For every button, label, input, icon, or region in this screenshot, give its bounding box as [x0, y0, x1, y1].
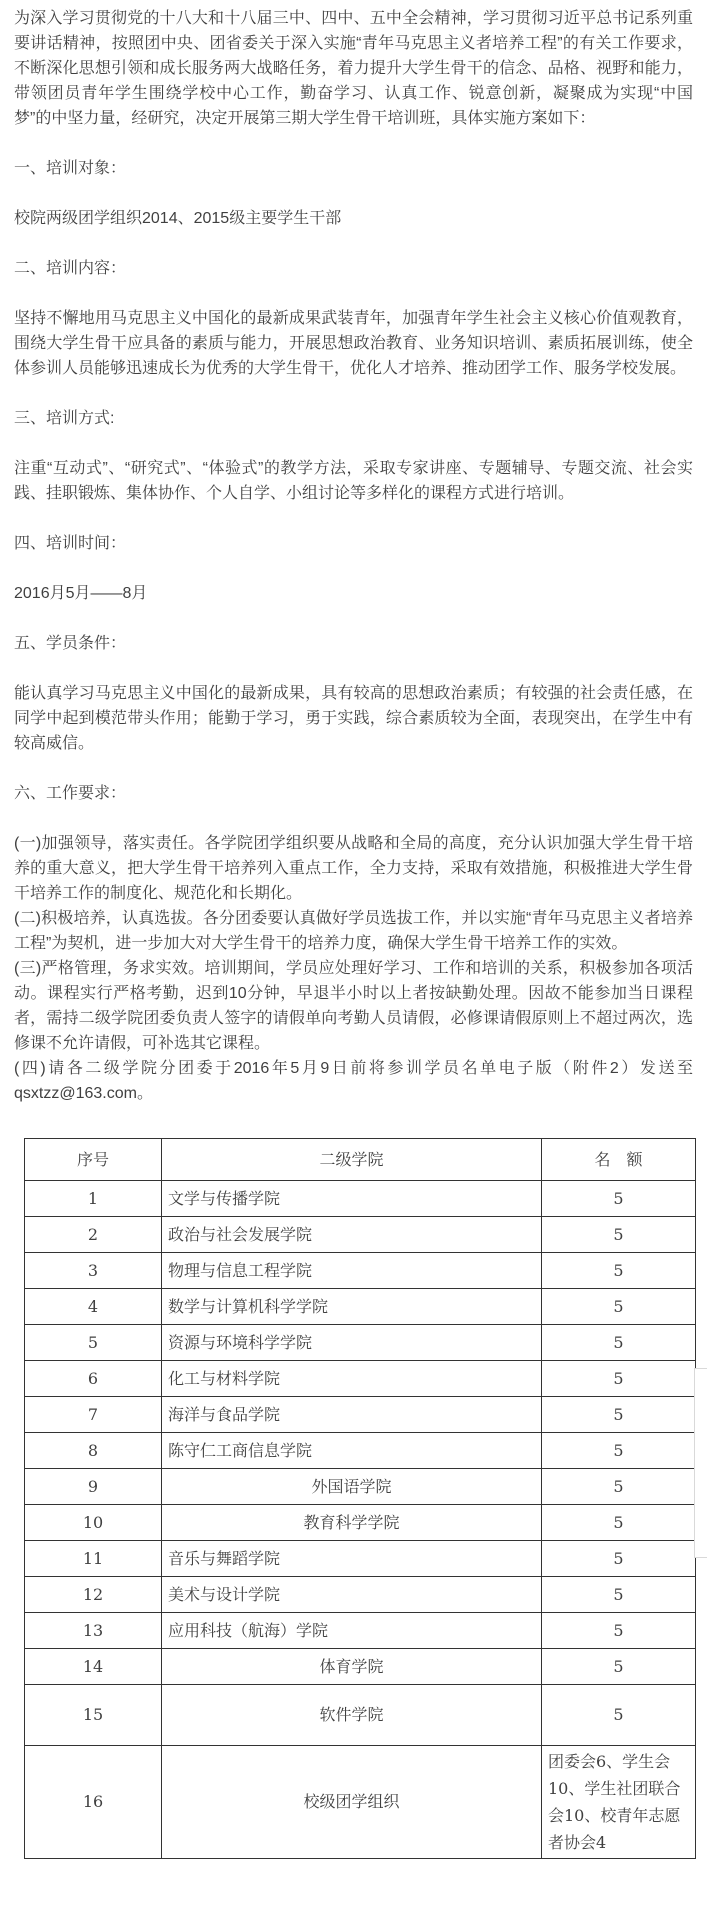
row-index-cell: 6	[25, 1361, 162, 1397]
body-paragraph: 校院两级团学组织2014、2015级主要学生干部	[14, 210, 342, 227]
quota-cell: 5	[542, 1685, 696, 1746]
quota-table-row	[25, 1433, 696, 1469]
college-name-cell: 教育科学学院	[162, 1505, 542, 1541]
quota-cell: 5	[542, 1433, 696, 1469]
quota-cell: 5	[542, 1649, 696, 1685]
column-header-index: 序号	[25, 1139, 162, 1181]
quota-table-row	[25, 1253, 696, 1289]
quota-cell: 5	[542, 1505, 696, 1541]
quota-table-row	[25, 1613, 696, 1649]
quota-cell: 5	[542, 1217, 696, 1253]
body-paragraph: 坚持不懈地用马克思主义中国化的最新成果武装青年，加强青年学生社会主义核心价值观教育，围绕大学生骨干应具备的素质与能力，开展思想政治教育、业务知识培训、素质拓展训练，使全体参训人员能够迅速成长为优秀的大学生骨干，优化人才培养、推动团学工作、服务学校发展。	[14, 310, 693, 377]
requirement-item: (一)加强领导，落实责任。各学院团学组织要从战略和全局的高度，充分认识加强大学生骨干培养的重大意义，把大学生骨干培养列入重点工作，全力支持，采取有效措施，积极推进大学生骨干培养工作的制度化、规范化和长期化。	[14, 835, 693, 902]
body-paragraph: 2016月5月——8月	[14, 585, 148, 602]
quota-table-row	[25, 1325, 696, 1361]
college-name-cell: 校级团学组织	[162, 1746, 542, 1859]
college-name-cell: 软件学院	[162, 1685, 542, 1746]
quota-table-row	[25, 1361, 696, 1397]
quota-table-row	[25, 1746, 696, 1859]
section-heading: 四、培训时间：	[14, 535, 127, 552]
quota-cell: 5	[542, 1181, 696, 1217]
row-index-cell: 8	[25, 1433, 162, 1469]
college-name-cell: 音乐与舞蹈学院	[162, 1541, 542, 1577]
college-name-cell: 文学与传播学院	[162, 1181, 542, 1217]
quota-table-row	[25, 1649, 696, 1685]
college-name-cell: 应用科技（航海）学院	[162, 1613, 542, 1649]
quota-table-row	[25, 1217, 696, 1253]
requirement-item: (三)严格管理，务求实效。培训期间，学员应处理好学习、工作和培训的关系，积极参加各项活动。课程实行严格考勤，迟到10分钟，早退半小时以上者按缺勤处理。因故不能参加当日课程者，需持二级学院团委负责人签字的请假单向考勤人员请假，必修课请假原则上不超过两次，选修课不允许请假，可补选其它课程。	[14, 960, 693, 1052]
section-heading: 三、培训方式:	[14, 410, 115, 427]
column-header-college: 二级学院	[162, 1139, 542, 1181]
quota-cell: 5	[542, 1577, 696, 1613]
quota-table	[24, 1138, 696, 1859]
row-index-cell: 7	[25, 1397, 162, 1433]
requirement-item: (四)请各二级学院分团委于2016年5月9日前将参训学员名单电子版（附件2）发送至qsxtzz@163.com。	[14, 1060, 693, 1102]
intro-paragraph: 为深入学习贯彻党的十八大和十八届三中、四中、五中全会精神，学习贯彻习近平总书记系列重要讲话精神，按照团中央、团省委关于深入实施“青年马克思主义者培养工程”的有关工作要求，不断深化思想引领和成长服务两大战略任务，着力提升大学生骨干的信念、品格、视野和能力，带领团员青年学生围绕学校中心工作，勤奋学习、认真工作、锐意创新，凝聚成为实现“中国梦”的中坚力量，经研究，决定开展第三期大学生骨干培训班，具体实施方案如下：	[14, 10, 693, 127]
college-name-cell: 政治与社会发展学院	[162, 1217, 542, 1253]
row-index-cell: 5	[25, 1325, 162, 1361]
row-index-cell: 4	[25, 1289, 162, 1325]
college-name-cell: 体育学院	[162, 1649, 542, 1685]
cutoff-side-panel	[694, 1368, 707, 1558]
quota-cell: 5	[542, 1397, 696, 1433]
quota-table-row	[25, 1541, 696, 1577]
section-heading: 一、培训对象：	[14, 160, 127, 177]
quota-table-row	[25, 1397, 696, 1433]
quota-table-row	[25, 1505, 696, 1541]
quota-cell: 5	[542, 1613, 696, 1649]
college-name-cell: 外国语学院	[162, 1469, 542, 1505]
quota-cell: 5	[542, 1325, 696, 1361]
quota-cell: 5	[542, 1253, 696, 1289]
row-index-cell: 10	[25, 1505, 162, 1541]
college-name-cell: 数学与计算机科学学院	[162, 1289, 542, 1325]
document-text-blocks	[14, 6, 693, 1106]
college-name-cell: 海洋与食品学院	[162, 1397, 542, 1433]
quota-table-row	[25, 1685, 696, 1746]
row-index-cell: 2	[25, 1217, 162, 1253]
row-index-cell: 9	[25, 1469, 162, 1505]
quota-table-row	[25, 1181, 696, 1217]
body-paragraph: 注重“互动式”、“研究式”、“体验式”的教学方法，采取专家讲座、专题辅导、专题交流、社会实践、挂职锻炼、集体协作、个人自学、小组讨论等多样化的课程方式进行培训。	[14, 460, 693, 502]
college-name-cell: 美术与设计学院	[162, 1577, 542, 1613]
quota-cell: 5	[542, 1541, 696, 1577]
requirement-item: (二)积极培养，认真选拔。各分团委要认真做好学员选拔工作，并以实施“青年马克思主义者培养工程”为契机，进一步加大对大学生骨干的培养力度，确保大学生骨干培养工作的实效。	[14, 910, 693, 952]
row-index-cell: 16	[25, 1746, 162, 1859]
row-index-cell: 1	[25, 1181, 162, 1217]
section-heading: 六、工作要求：	[14, 785, 127, 802]
body-paragraph: 能认真学习马克思主义中国化的最新成果，具有较高的思想政治素质；有较强的社会责任感，在同学中起到模范带头作用；能勤于学习，勇于实践，综合素质较为全面，表现突出，在学生中有较高威信。	[14, 685, 693, 752]
column-header-quota: 名 额	[542, 1139, 696, 1181]
quota-cell: 5	[542, 1361, 696, 1397]
quota-cell: 团委会6、学生会10、学生社团联合会10、校青年志愿者协会4	[542, 1746, 696, 1859]
section-heading: 五、学员条件：	[14, 635, 127, 652]
row-index-cell: 13	[25, 1613, 162, 1649]
college-name-cell: 物理与信息工程学院	[162, 1253, 542, 1289]
college-name-cell: 陈守仁工商信息学院	[162, 1433, 542, 1469]
section-heading: 二、培训内容：	[14, 260, 127, 277]
quota-table-header-row	[25, 1139, 696, 1181]
college-name-cell: 化工与材料学院	[162, 1361, 542, 1397]
quota-cell: 5	[542, 1469, 696, 1505]
college-name-cell: 资源与环境科学学院	[162, 1325, 542, 1361]
row-index-cell: 11	[25, 1541, 162, 1577]
quota-table-row	[25, 1469, 696, 1505]
quota-table-row	[25, 1577, 696, 1613]
row-index-cell: 3	[25, 1253, 162, 1289]
row-index-cell: 14	[25, 1649, 162, 1685]
row-index-cell: 15	[25, 1685, 162, 1746]
quota-cell: 5	[542, 1289, 696, 1325]
quota-table-row	[25, 1289, 696, 1325]
row-index-cell: 12	[25, 1577, 162, 1613]
